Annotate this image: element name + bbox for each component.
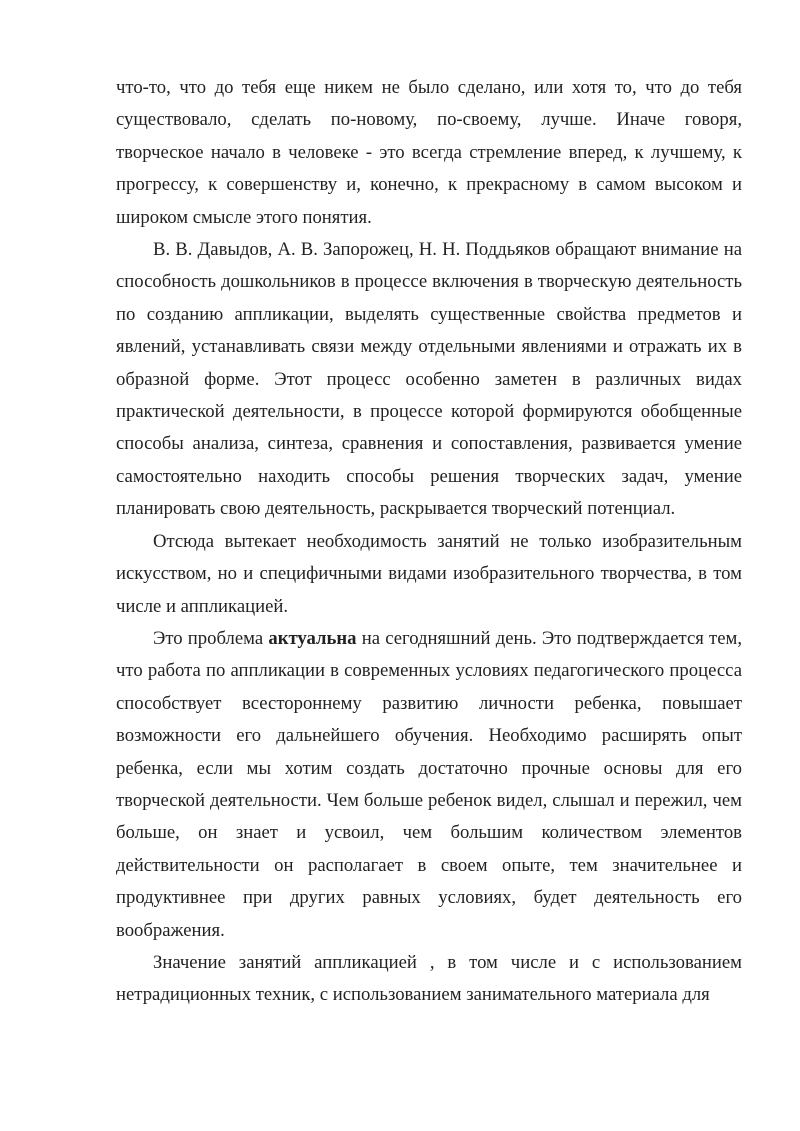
- emphasis-term: актуальна: [268, 627, 357, 649]
- paragraph-4-lead: Это проблема: [153, 627, 269, 649]
- paragraph-1: что-то, что до тебя еще никем не было сделано, или хотя то, что до тебя существовало, сделать по-новому, по-своему, лучше. Иначе говоря, творческое начало в человеке - это всегда стремление вперед, к лучшему, к прогрессу, к совершенству и, конечно, к прекрасному в самом высоком и широком смысле этого понятия.: [116, 77, 742, 228]
- paragraph-2: В. В. Давыдов, А. В. Запорожец, Н. Н. Поддьяков обращают внимание на способность дошкольников в процессе включения в творческую деятельность по созданию аппликации, выделять существенные свойства предметов и явлений, устанавливать связи между отдельными явлениями и отражать их в образной форме. Этот процесс особенно заметен в различных видах практической деятельности, в процессе которой формируются обобщенные способы анализа, синтеза, сравнения и сопоставления, развивается умение самостоятельно находить способы решения творческих задач, умение планировать свою деятельность, раскрывается творческий потенциал.: [116, 239, 742, 520]
- paragraph-4: [116, 623, 742, 947]
- paragraph-5: Значение занятий аппликацией , в том числе и с использованием нетрадиционных техник, с использованием занимательного материала для: [116, 951, 742, 1006]
- paragraph-4-rest: на сегодняшний день. Это подтверждается тем, что работа по аппликации в современных условиях педагогического процесса способствует всестороннему развитию личности ребенка, повышает возможности его дальнейшего обучения. Необходимо расширять опыт ребенка, если мы хотим создать достаточно прочные основы для его творческой деятельности. Чем больше ребенок видел, слышал и пережил, чем больше, он знает и усвоил, чем большим количеством элементов действительности он располагает в своем опыте, тем значительнее и продуктивнее при других равных условиях, будет деятельность его воображения.: [116, 627, 743, 941]
- document-page: [116, 72, 742, 1012]
- paragraph-3: Отсюда вытекает необходимость занятий не только изобразительным искусством, но и специфичными видами изобразительного творчества, в том числе и аппликацией.: [116, 530, 742, 617]
